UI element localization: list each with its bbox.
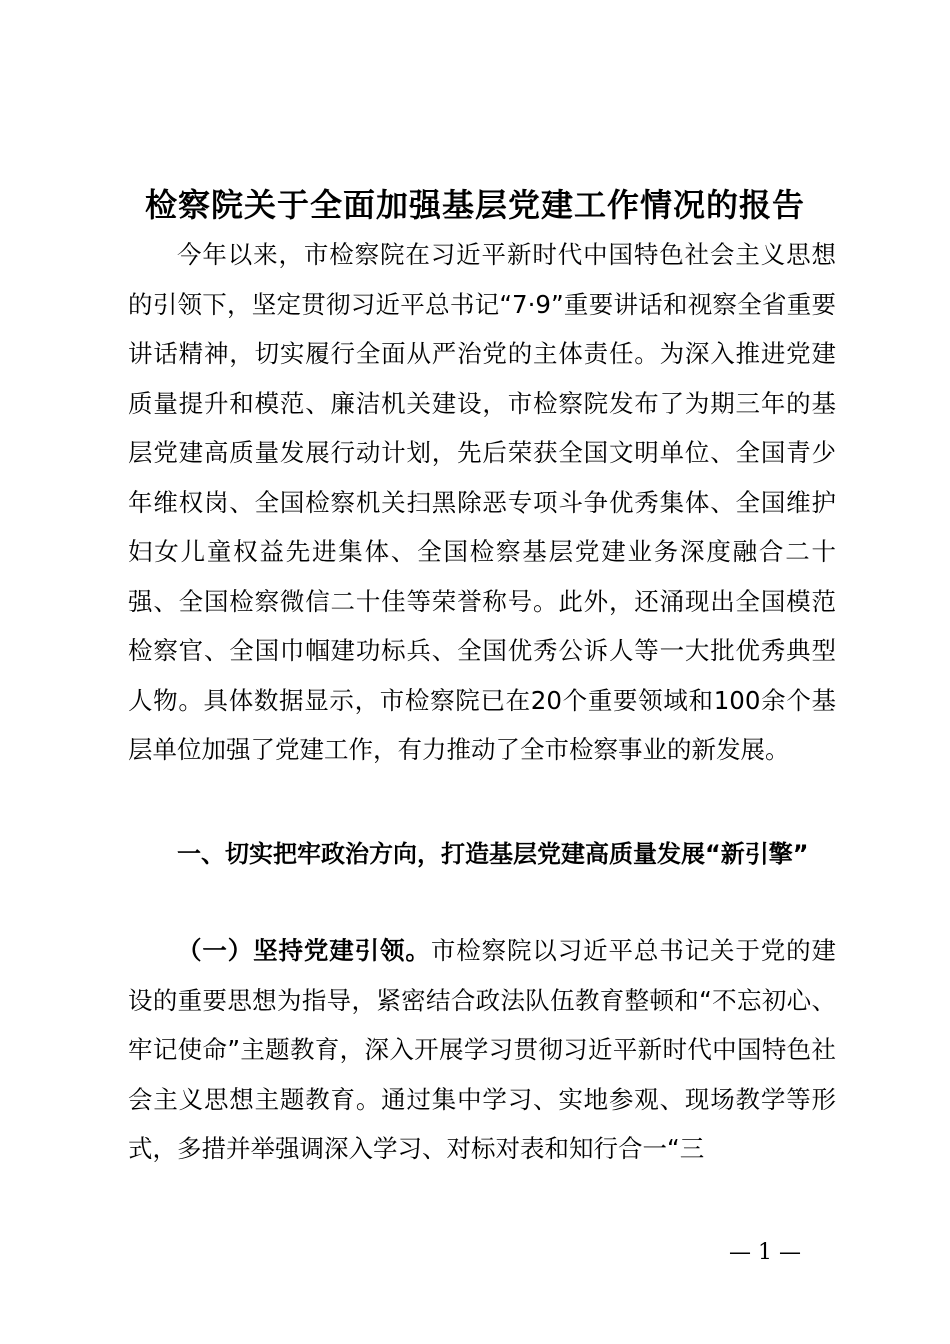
intro-paragraph: 今年以来，市检察院在习近平新时代中国特色社会主义思想的引领下，坚定贯彻习近平总书记“7·9”重要讲话和视察全省重要讲话精神，切实履行全面从严治党的主体责任。为深入推进党建质量提升和模范、廉洁机关建设，市检察院发布了为期三年的基层党建高质量发展行动计划，先后荣获全国文明单位、全国青少年维权岗、全国检察机关扫黑除恶专项斗争优秀集体、全国维护妇女儿童权益先进集体、全国检察基层党建业务深度融合二十强、全国检察微信二十佳等荣誉称号。此外，还涌现出全国模范检察官、全国巾帼建功标兵、全国优秀公诉人等一大批优秀典型人物。具体数据显示，市检察院已在20个重要领域和100余个基层单位加强了党建工作，有力推动了全市检察事业的新发展。 (128, 240, 836, 764)
subsection-paragraph-1 (128, 926, 836, 1174)
subsection-lead: （一）坚持党建引领。 (177, 936, 431, 965)
subsection-text: 市检察院以习近平总书记关于党的建设的重要思想为指导，紧密结合政法队伍教育整顿和“不忘初心、牢记使命”主题教育，深入开展学习贯彻习近平新时代中国特色社会主义思想主题教育。通过集中学习、实地参观、现场教学等形式，多措并举强调深入学习、对标对表和知行合一“三 (128, 936, 837, 1163)
section-heading-1: 一、切实把牢政治方向，打造基层党建高质量发展“新引擎” (177, 840, 809, 868)
document-title: 检察院关于全面加强基层党建工作情况的报告 (144, 186, 805, 224)
page-number: — 1 — (729, 1240, 801, 1265)
